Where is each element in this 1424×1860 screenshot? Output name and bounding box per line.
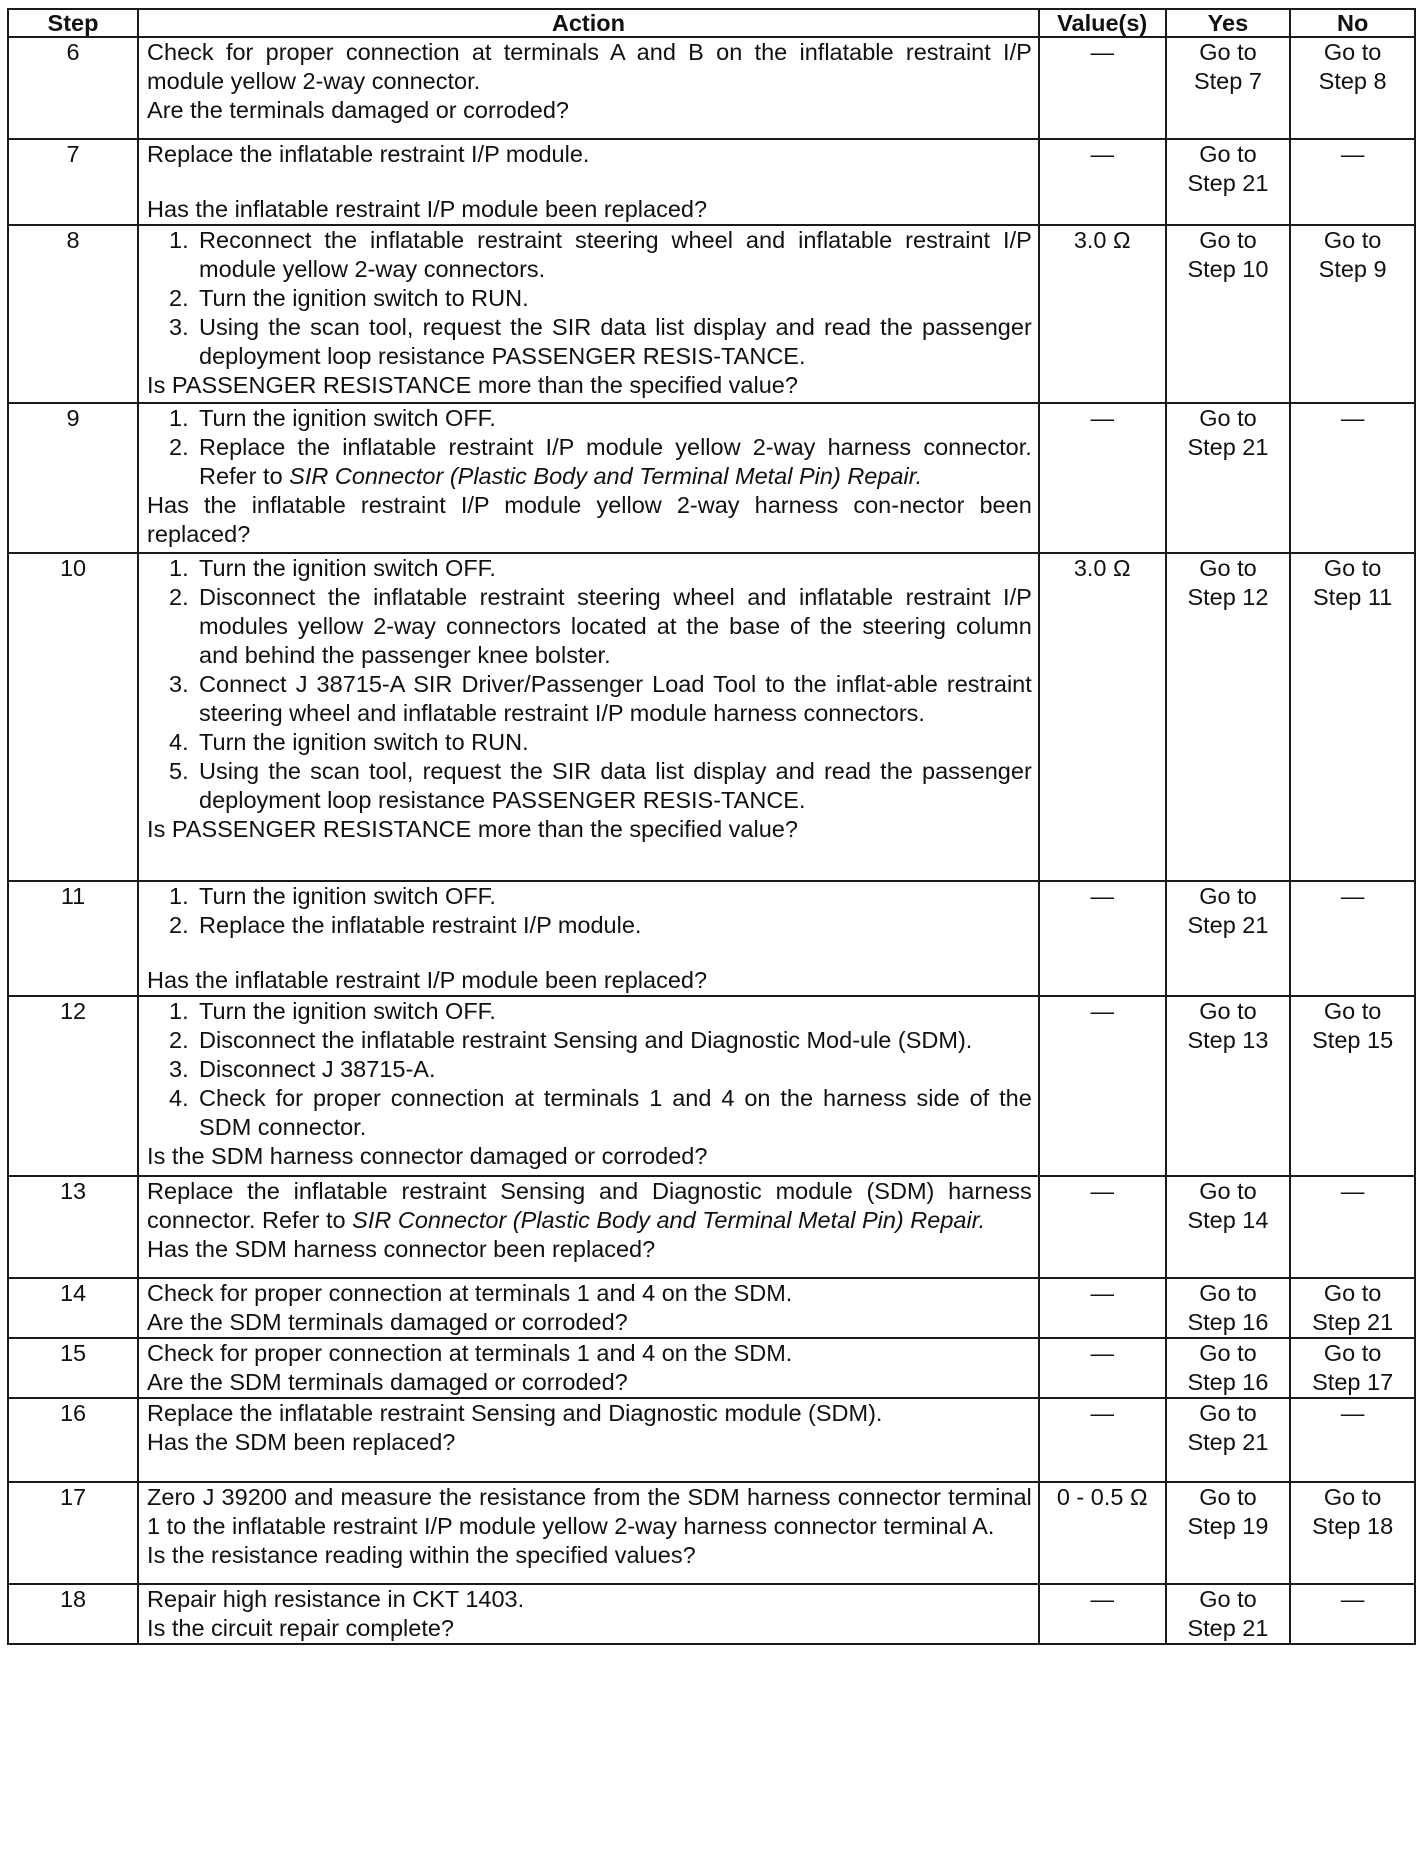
no-cell-line: Go to bbox=[1323, 998, 1382, 1024]
action-step-number: 3. bbox=[169, 671, 189, 697]
reference-link-text: SIR Connector (Plastic Body and Terminal Metal Pin) Repair. bbox=[352, 1207, 986, 1233]
header-row bbox=[8, 9, 1415, 37]
action-cell bbox=[138, 1176, 1039, 1278]
yes-cell-line: Step 21 bbox=[1187, 912, 1269, 938]
yes-cell bbox=[1166, 1176, 1291, 1278]
yes-cell bbox=[1166, 225, 1291, 403]
action-step bbox=[169, 404, 1032, 433]
action-step bbox=[169, 433, 1032, 491]
action-cell bbox=[138, 225, 1039, 403]
value-cell: — bbox=[1039, 403, 1166, 553]
action-step-number: 2. bbox=[169, 912, 189, 938]
action-question: Is PASSENGER RESISTANCE more than the specified value? bbox=[147, 816, 798, 842]
action-text: Repair high resistance in CKT 1403. bbox=[147, 1586, 525, 1612]
no-cell-line: Go to bbox=[1323, 555, 1382, 581]
table-row bbox=[8, 139, 1415, 225]
no-cell bbox=[1290, 1482, 1415, 1584]
step-number: 12 bbox=[8, 996, 138, 1176]
yes-cell-line: Go to bbox=[1199, 1400, 1257, 1426]
action-text: Zero J 39200 and measure the resistance from the SDM harness connector terminal 1 to the inflatable restraint I/P module yellow 2-way harness connector terminal A. bbox=[147, 1484, 1032, 1539]
step-number: 15 bbox=[8, 1338, 138, 1398]
yes-cell-line: Step 10 bbox=[1187, 256, 1269, 282]
no-cell-line: Step 15 bbox=[1312, 1027, 1394, 1053]
action-step bbox=[169, 313, 1032, 371]
action-question: Is the SDM harness connector damaged or corroded? bbox=[147, 1143, 708, 1169]
value-cell: — bbox=[1039, 1398, 1166, 1482]
action-steps bbox=[147, 404, 1032, 491]
reference-link-text: SIR Connector (Plastic Body and Terminal Metal Pin) Repair. bbox=[289, 463, 923, 489]
no-cell bbox=[1290, 1176, 1415, 1278]
no-cell-line: Step 17 bbox=[1312, 1369, 1394, 1395]
no-cell bbox=[1290, 553, 1415, 881]
action-question: Has the inflatable restraint I/P module yellow 2-way harness con-nector been replaced? bbox=[147, 492, 1032, 547]
table-row bbox=[8, 403, 1415, 553]
table-row bbox=[8, 1482, 1415, 1584]
value-cell: — bbox=[1039, 37, 1166, 139]
table-row bbox=[8, 881, 1415, 996]
yes-cell-line: Step 21 bbox=[1187, 1429, 1269, 1455]
action-question: Are the SDM terminals damaged or corroded? bbox=[147, 1309, 628, 1335]
action-steps bbox=[147, 882, 1032, 940]
action-question: Are the SDM terminals damaged or corroded? bbox=[147, 1369, 628, 1395]
action-cell bbox=[138, 1584, 1039, 1644]
action-step-text: Turn the ignition switch OFF. bbox=[199, 998, 496, 1024]
yes-cell bbox=[1166, 1338, 1291, 1398]
yes-cell-line: Go to bbox=[1199, 39, 1257, 65]
no-cell-dash: — bbox=[1340, 883, 1365, 909]
action-step-text: Turn the ignition switch to RUN. bbox=[199, 285, 529, 311]
action-step-text: Turn the ignition switch OFF. bbox=[199, 405, 496, 431]
yes-cell-line: Step 21 bbox=[1187, 1615, 1269, 1641]
action-step-text: Disconnect the inflatable restraint Sensing and Diagnostic Mod-ule (SDM). bbox=[199, 1027, 973, 1053]
yes-cell-line: Step 12 bbox=[1187, 584, 1269, 610]
no-cell-dash: — bbox=[1340, 141, 1365, 167]
spacer bbox=[147, 169, 1032, 195]
action-text: Replace the inflatable restraint Sensing and Diagnostic module (SDM). bbox=[147, 1400, 883, 1426]
step-number: 10 bbox=[8, 553, 138, 881]
no-cell bbox=[1290, 1584, 1415, 1644]
step-number: 7 bbox=[8, 139, 138, 225]
action-cell bbox=[138, 1278, 1039, 1338]
no-cell-line: Step 18 bbox=[1312, 1513, 1394, 1539]
no-cell bbox=[1290, 37, 1415, 139]
action-step bbox=[169, 1084, 1032, 1142]
action-step bbox=[169, 997, 1032, 1026]
yes-cell-line: Step 21 bbox=[1187, 434, 1269, 460]
table-row bbox=[8, 553, 1415, 881]
action-cell bbox=[138, 1398, 1039, 1482]
no-cell bbox=[1290, 881, 1415, 996]
yes-cell-line: Go to bbox=[1199, 998, 1257, 1024]
diagnostic-table bbox=[7, 8, 1416, 1645]
table-row bbox=[8, 225, 1415, 403]
action-steps bbox=[147, 226, 1032, 371]
no-cell bbox=[1290, 403, 1415, 553]
action-step bbox=[169, 670, 1032, 728]
value-cell: — bbox=[1039, 1278, 1166, 1338]
yes-cell-line: Step 21 bbox=[1187, 170, 1269, 196]
value-cell: 3.0 Ω bbox=[1039, 553, 1166, 881]
header-action: Action bbox=[138, 9, 1039, 37]
header-step: Step bbox=[8, 9, 138, 37]
no-cell-line: Go to bbox=[1323, 1280, 1382, 1306]
action-step-number: 3. bbox=[169, 1056, 189, 1082]
yes-cell-line: Go to bbox=[1199, 1280, 1257, 1306]
action-cell bbox=[138, 1482, 1039, 1584]
action-cell bbox=[138, 139, 1039, 225]
action-step-text: Turn the ignition switch to RUN. bbox=[199, 729, 529, 755]
action-step-text: Disconnect J 38715-A. bbox=[199, 1056, 436, 1082]
action-question: Has the inflatable restraint I/P module been replaced? bbox=[147, 196, 708, 222]
value-cell: — bbox=[1039, 139, 1166, 225]
action-step bbox=[169, 882, 1032, 911]
yes-cell-line: Step 16 bbox=[1187, 1369, 1269, 1395]
yes-cell-line: Go to bbox=[1199, 1586, 1257, 1612]
action-step-number: 1. bbox=[169, 998, 189, 1024]
yes-cell bbox=[1166, 403, 1291, 553]
yes-cell bbox=[1166, 1482, 1291, 1584]
step-number: 14 bbox=[8, 1278, 138, 1338]
action-cell bbox=[138, 881, 1039, 996]
action-step bbox=[169, 911, 1032, 940]
header-no: No bbox=[1290, 9, 1415, 37]
no-cell-dash: — bbox=[1340, 1178, 1365, 1204]
action-question: Has the SDM been replaced? bbox=[147, 1429, 456, 1455]
action-step-text: Replace the inflatable restraint I/P module yellow 2-way harness connector. Refer to bbox=[199, 434, 1032, 489]
action-cell bbox=[138, 403, 1039, 553]
action-step bbox=[169, 554, 1032, 583]
action-cell bbox=[138, 553, 1039, 881]
yes-cell-line: Go to bbox=[1199, 883, 1257, 909]
action-step-text: Using the scan tool, request the SIR data list display and read the passenger deployment loop resistance PASSENGER RESIS-TANCE. bbox=[199, 314, 1032, 369]
action-step-text: Check for proper connection at terminals 1 and 4 on the harness side of the SDM connector. bbox=[199, 1085, 1032, 1140]
step-number: 18 bbox=[8, 1584, 138, 1644]
table-row bbox=[8, 1338, 1415, 1398]
action-step-number: 3. bbox=[169, 314, 189, 340]
step-number: 16 bbox=[8, 1398, 138, 1482]
no-cell-line: Go to bbox=[1323, 1484, 1382, 1510]
action-step-number: 1. bbox=[169, 227, 189, 253]
action-text: Check for proper connection at terminals 1 and 4 on the SDM. bbox=[147, 1280, 793, 1306]
step-number: 8 bbox=[8, 225, 138, 403]
table-row bbox=[8, 996, 1415, 1176]
yes-cell bbox=[1166, 37, 1291, 139]
action-question: Is the resistance reading within the specified values? bbox=[147, 1542, 696, 1568]
action-question: Has the SDM harness connector been replaced? bbox=[147, 1236, 656, 1262]
action-step-text: Reconnect the inflatable restraint steering wheel and inflatable restraint I/P module yellow 2-way connectors. bbox=[199, 227, 1032, 282]
action-text: Replace the inflatable restraint I/P module. bbox=[147, 141, 590, 167]
yes-cell bbox=[1166, 553, 1291, 881]
action-step-number: 1. bbox=[169, 405, 189, 431]
action-text: Replace the inflatable restraint Sensing and Diagnostic module (SDM) harness connector. Refer to SIR Connector (Plastic Body and Terminal Metal Pin) Repair. bbox=[147, 1178, 1032, 1233]
action-step-text: Using the scan tool, request the SIR data list display and read the passenger deployment loop resistance PASSENGER RESIS-TANCE. bbox=[199, 758, 1032, 813]
table-row bbox=[8, 1398, 1415, 1482]
no-cell bbox=[1290, 225, 1415, 403]
yes-cell bbox=[1166, 1278, 1291, 1338]
action-step-text: Turn the ignition switch OFF. bbox=[199, 883, 496, 909]
yes-cell-line: Go to bbox=[1199, 227, 1257, 253]
action-steps bbox=[147, 554, 1032, 815]
action-question: Has the inflatable restraint I/P module been replaced? bbox=[147, 967, 708, 993]
action-question: Is the circuit repair complete? bbox=[147, 1615, 454, 1641]
no-cell bbox=[1290, 1338, 1415, 1398]
yes-cell-line: Step 7 bbox=[1193, 68, 1262, 94]
yes-cell-line: Step 19 bbox=[1187, 1513, 1269, 1539]
no-cell-line: Go to bbox=[1323, 1340, 1382, 1366]
no-cell bbox=[1290, 139, 1415, 225]
table-row bbox=[8, 1584, 1415, 1644]
value-cell: 3.0 Ω bbox=[1039, 225, 1166, 403]
action-step-number: 2. bbox=[169, 1027, 189, 1053]
step-number: 11 bbox=[8, 881, 138, 996]
action-step bbox=[169, 583, 1032, 670]
yes-cell-line: Go to bbox=[1199, 1178, 1257, 1204]
yes-cell bbox=[1166, 1398, 1291, 1482]
no-cell-dash: — bbox=[1340, 1586, 1365, 1612]
action-step-text: Disconnect the inflatable restraint steering wheel and inflatable restraint I/P modules yellow 2-way connectors located at the base of the steering column and behind the passenger knee bolster. bbox=[199, 584, 1032, 668]
no-cell-dash: — bbox=[1340, 1400, 1365, 1426]
no-cell-line: Step 21 bbox=[1312, 1309, 1394, 1335]
no-cell-line: Go to bbox=[1323, 227, 1382, 253]
table-row bbox=[8, 1278, 1415, 1338]
action-step bbox=[169, 1055, 1032, 1084]
step-number: 17 bbox=[8, 1482, 138, 1584]
action-step bbox=[169, 226, 1032, 284]
action-step bbox=[169, 757, 1032, 815]
action-question: Is PASSENGER RESISTANCE more than the specified value? bbox=[147, 372, 798, 398]
step-number: 9 bbox=[8, 403, 138, 553]
action-cell bbox=[138, 996, 1039, 1176]
header-yes: Yes bbox=[1166, 9, 1291, 37]
value-cell: 0 - 0.5 Ω bbox=[1039, 1482, 1166, 1584]
no-cell-line: Step 11 bbox=[1313, 584, 1393, 610]
yes-cell bbox=[1166, 881, 1291, 996]
yes-cell bbox=[1166, 996, 1291, 1176]
step-number: 6 bbox=[8, 37, 138, 139]
action-steps bbox=[147, 997, 1032, 1142]
yes-cell-line: Step 14 bbox=[1187, 1207, 1269, 1233]
action-step-number: 2. bbox=[169, 434, 189, 460]
action-step-number: 4. bbox=[169, 729, 189, 755]
no-cell bbox=[1290, 1278, 1415, 1338]
no-cell-line: Step 8 bbox=[1318, 68, 1387, 94]
action-step-number: 1. bbox=[169, 555, 189, 581]
no-cell bbox=[1290, 1398, 1415, 1482]
header-values: Value(s) bbox=[1039, 9, 1166, 37]
value-cell: — bbox=[1039, 1176, 1166, 1278]
action-step-number: 4. bbox=[169, 1085, 189, 1111]
table-body bbox=[8, 37, 1415, 1644]
yes-cell-line: Step 13 bbox=[1187, 1027, 1269, 1053]
step-number: 13 bbox=[8, 1176, 138, 1278]
action-step-text: Connect J 38715-A SIR Driver/Passenger Load Tool to the inflat-able restraint steering wheel and inflatable restraint I/P module harness connectors. bbox=[199, 671, 1032, 726]
no-cell-line: Go to bbox=[1323, 39, 1382, 65]
action-step bbox=[169, 284, 1032, 313]
action-cell bbox=[138, 1338, 1039, 1398]
action-step bbox=[169, 728, 1032, 757]
yes-cell-line: Step 16 bbox=[1187, 1309, 1269, 1335]
yes-cell bbox=[1166, 1584, 1291, 1644]
no-cell bbox=[1290, 996, 1415, 1176]
table-row bbox=[8, 1176, 1415, 1278]
action-question: Are the terminals damaged or corroded? bbox=[147, 97, 569, 123]
value-cell: — bbox=[1039, 1338, 1166, 1398]
action-step-number: 1. bbox=[169, 883, 189, 909]
yes-cell-line: Go to bbox=[1199, 555, 1257, 581]
yes-cell-line: Go to bbox=[1199, 1340, 1257, 1366]
no-cell-dash: — bbox=[1340, 405, 1365, 431]
no-cell-line: Step 9 bbox=[1318, 256, 1387, 282]
action-step bbox=[169, 1026, 1032, 1055]
action-cell bbox=[138, 37, 1039, 139]
action-step-number: 2. bbox=[169, 285, 189, 311]
value-cell: — bbox=[1039, 996, 1166, 1176]
action-text: Check for proper connection at terminals 1 and 4 on the SDM. bbox=[147, 1340, 793, 1366]
yes-cell-line: Go to bbox=[1199, 141, 1257, 167]
action-step-number: 5. bbox=[169, 758, 189, 784]
yes-cell bbox=[1166, 139, 1291, 225]
action-step-number: 2. bbox=[169, 584, 189, 610]
action-step-text: Turn the ignition switch OFF. bbox=[199, 555, 496, 581]
yes-cell-line: Go to bbox=[1199, 1484, 1257, 1510]
value-cell: — bbox=[1039, 1584, 1166, 1644]
table-row bbox=[8, 37, 1415, 139]
action-text: Check for proper connection at terminals A and B on the inflatable restraint I/P module yellow 2-way connector. bbox=[147, 39, 1032, 94]
action-step-text: Replace the inflatable restraint I/P module. bbox=[199, 912, 642, 938]
spacer bbox=[147, 940, 1032, 966]
value-cell: — bbox=[1039, 881, 1166, 996]
yes-cell-line: Go to bbox=[1199, 405, 1257, 431]
